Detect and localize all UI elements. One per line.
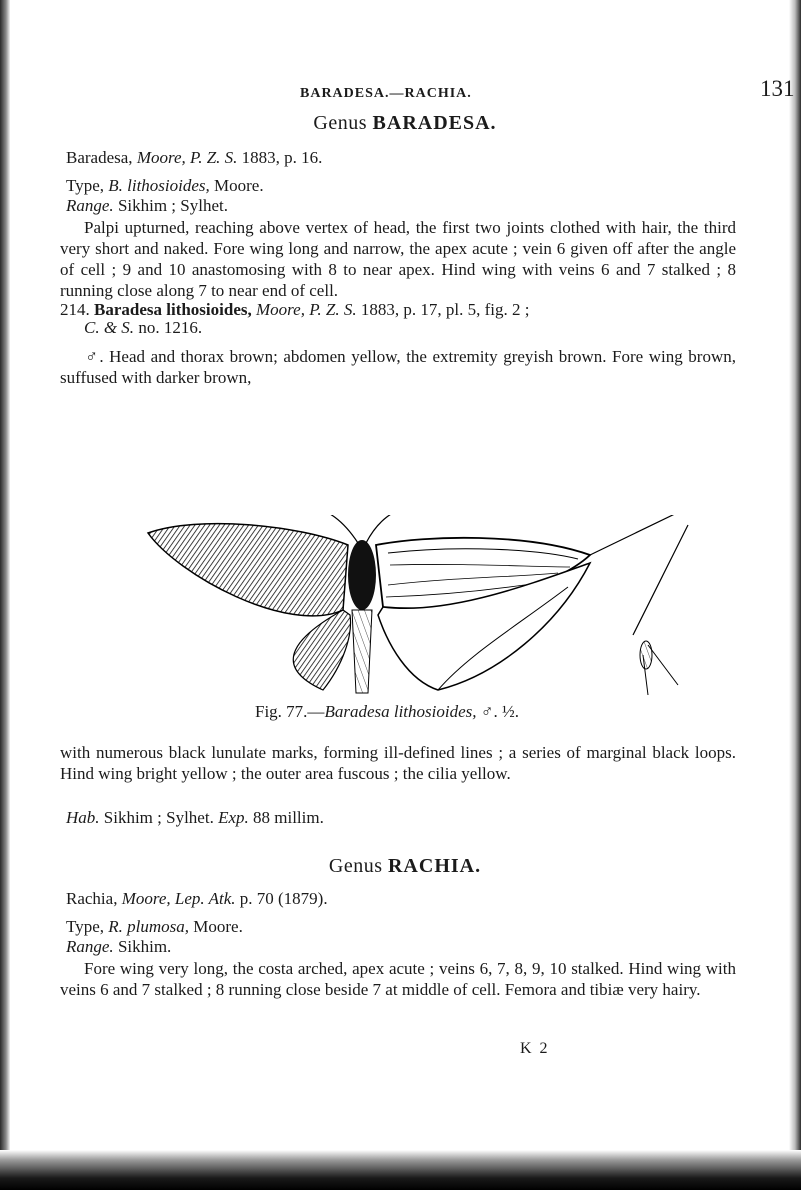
genus-description: Fore wing very long, the costa arched, apex acute ; veins 6, 7, 8, 9, 10 stalked. Hind wing with veins 6 and 7 stalked ; 8 running close beside 7 at middle of cell. Femora and tibiæ very hairy. — [60, 959, 736, 999]
genus-range: Range. Sikhim. — [66, 937, 172, 956]
book-spine-shadow-right — [789, 0, 801, 1190]
left-forewing — [148, 524, 348, 616]
genus-type: Type, R. plumosa, Moore. — [66, 917, 243, 936]
running-head: BARADESA.—RACHIA. — [300, 86, 472, 101]
genus-citation: Baradesa, Moore, P. Z. S. 1883, p. 16. — [66, 148, 323, 167]
genus-heading-rachia: Genus RACHIA. — [328, 855, 482, 877]
page-number: 131 — [760, 76, 795, 101]
genus-heading-baradesa: Genus BARADESA. — [313, 112, 497, 134]
thorax — [348, 540, 376, 610]
genus-description: Palpi upturned, reaching above vertex of head, the first two joints clothed with hair, the third very short and naked. Fore wing long and narrow, the apex acute ; vein 6 given off after the angle of cell ; 9 and 10 anastomosing with 8 to near apex. Hind wing with veins 6 and 7 stalked ; 8 running close along 7 to near end of cell. — [60, 218, 736, 300]
genus-range: Range. Sikhim ; Sylhet. — [66, 196, 228, 215]
species-description-2: with numerous black lunulate marks, forming ill-defined lines ; a series of marginal black loops. Hind wing bright yellow ; the outer area fuscous ; the cilia yellow. — [60, 743, 736, 783]
species-heading: 214. Baradesa lithosioides, Moore, P. Z. S. 1883, p. 17, pl. 5, fig. 2 ; — [60, 300, 530, 319]
page-bottom-edge — [0, 1150, 801, 1190]
species-description-1: ♂. Head and thorax brown; abdomen yellow, the extremity greyish brown. Fore wing brown, suffused with darker brown, — [60, 347, 736, 387]
abdomen — [352, 610, 372, 693]
moth-illustration — [138, 515, 698, 695]
species-habitat: Hab. Sikhim ; Sylhet. Exp. 88 millim. — [66, 808, 324, 827]
genus-type: Type, B. lithosioides, Moore. — [66, 176, 264, 195]
figure-caption: Fig. 77.—Baradesa lithosioides, ♂. ½. — [255, 702, 519, 721]
book-spine-shadow-left — [0, 0, 10, 1190]
species-citation: C. & S. no. 1216. — [84, 318, 203, 337]
signature-mark: K 2 — [520, 1040, 550, 1057]
left-hindwing — [293, 610, 350, 690]
moth-figure — [138, 515, 698, 700]
genus-citation: Rachia, Moore, Lep. Atk. p. 70 (1879). — [66, 889, 328, 908]
